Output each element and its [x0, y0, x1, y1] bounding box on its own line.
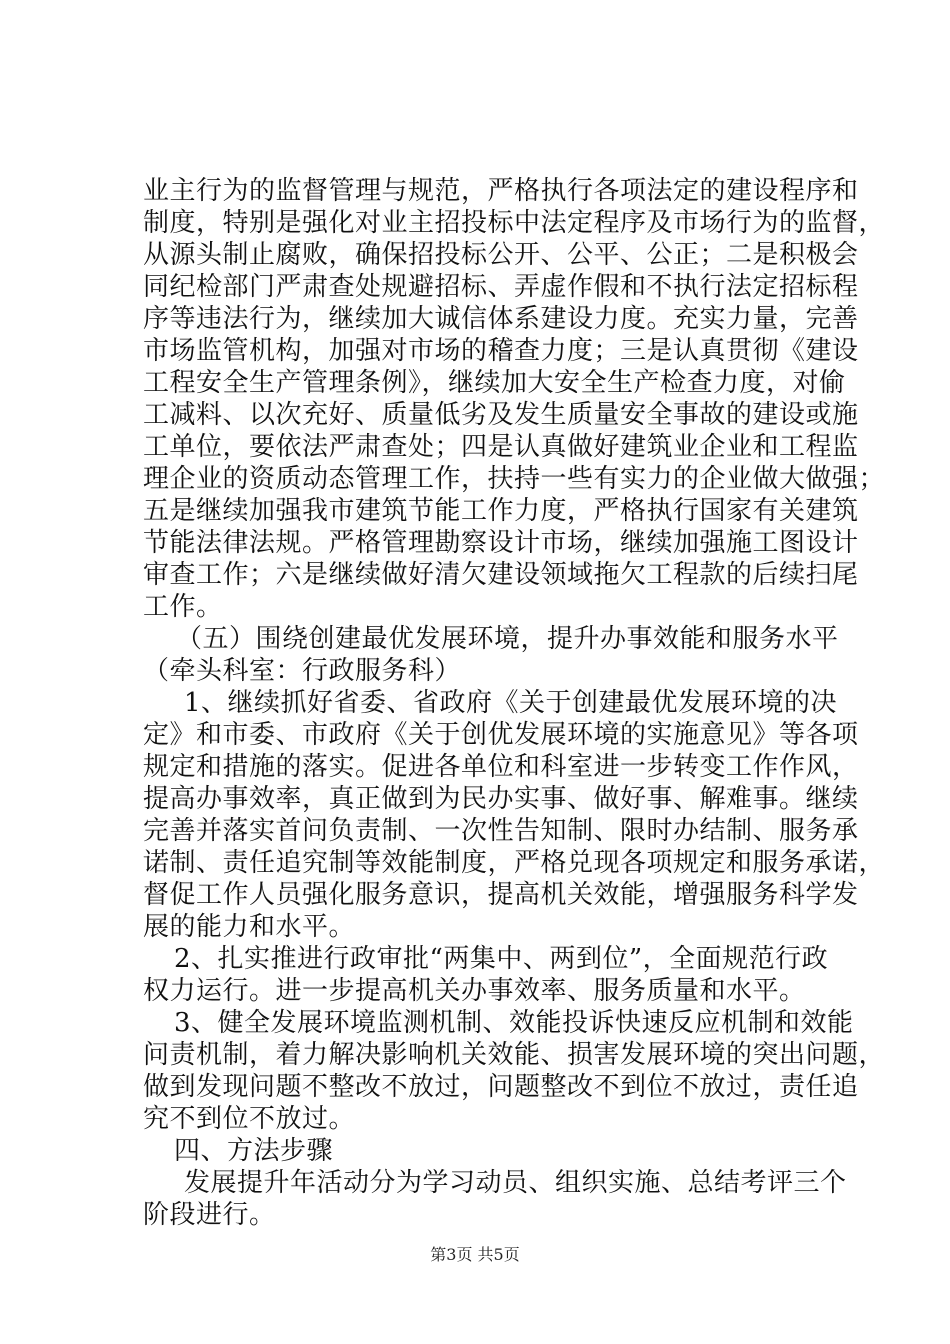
text-line: 市场监管机构，加强对市场的稽查力度；三是认真贯彻《建设 — [143, 336, 859, 366]
text-line: 节能法律法规。严格管理勘察设计市场，继续加强施工图设计 — [143, 528, 859, 558]
text-line: 同纪检部门严肃查处规避招标、弄虚作假和不执行法定招标程 — [143, 272, 859, 302]
text-line: 五是继续加强我市建筑节能工作力度，严格执行国家有关建筑 — [143, 496, 859, 526]
text-line: 工作。 — [143, 592, 223, 622]
text-line: 阶段进行。 — [143, 1200, 276, 1230]
text-line: 诺制、责任追究制等效能制度，严格兑现各项规定和服务承诺， — [143, 848, 886, 878]
text-line: 定》和市委、市政府《关于创优发展环境的实施意见》等各项 — [143, 720, 859, 750]
section-heading: （牵头科室：行政服务科） — [143, 656, 462, 686]
text-line: 2、扎实推进行政审批“两集中、两到位”，全面规范行政 — [174, 944, 829, 974]
page-number: 第3页 共5页 — [430, 1245, 520, 1264]
text-line: 工减料、以次充好、质量低劣及发生质量安全事故的建设或施 — [143, 400, 859, 430]
text-line: 序等违法行为，继续加大诚信体系建设力度。充实力量，完善 — [143, 304, 859, 334]
section-heading: （五）围绕创建最优发展环境，提升办事效能和服务水平 — [176, 624, 839, 654]
text-line: 1、继续抓好省委、省政府《关于创建最优发展环境的决 — [184, 688, 838, 718]
text-line: 完善并落实首问负责制、一次性告知制、限时办结制、服务承 — [143, 816, 859, 846]
text-line: 理企业的资质动态管理工作，扶持一些有实力的企业做大做强； — [143, 464, 886, 494]
text-line: 3、健全发展环境监测机制、效能投诉快速反应机制和效能 — [174, 1008, 854, 1038]
text-line: 问责机制，着力解决影响机关效能、损害发展环境的突出问题， — [143, 1040, 886, 1070]
text-line: 权力运行。进一步提高机关办事效率、服务质量和水平。 — [143, 976, 806, 1006]
text-line: 督促工作人员强化服务意识，提高机关效能，增强服务科学发 — [143, 880, 859, 910]
text-line: 发展提升年活动分为学习动员、组织实施、总结考评三个 — [184, 1168, 847, 1198]
text-line: 究不到位不放过。 — [143, 1104, 356, 1134]
text-line: 做到发现问题不整改不放过，问题整改不到位不放过，责任追 — [143, 1072, 859, 1102]
text-line: 从源头制止腐败，确保招投标公开、公平、公正；二是积极会 — [143, 240, 859, 270]
text-line: 审查工作；六是继续做好清欠建设领域拖欠工程款的后续扫尾 — [143, 560, 859, 590]
text-line: 工单位，要依法严肃查处；四是认真做好建筑业企业和工程监 — [143, 432, 859, 462]
text-line: 提高办事效率，真正做到为民办实事、做好事、解难事。继续 — [143, 784, 859, 814]
text-line: 业主行为的监督管理与规范，严格执行各项法定的建设程序和 — [143, 176, 859, 206]
text-line: 工程安全生产管理条例》，继续加大安全生产检查力度，对偷 — [143, 368, 846, 398]
text-line: 展的能力和水平。 — [143, 912, 356, 942]
text-line: 制度，特别是强化对业主招投标中法定程序及市场行为的监督， — [143, 208, 886, 238]
text-line: 规定和措施的落实。促进各单位和科室进一步转变工作作风， — [143, 752, 859, 782]
section-heading: 四、方法步骤 — [174, 1136, 334, 1166]
